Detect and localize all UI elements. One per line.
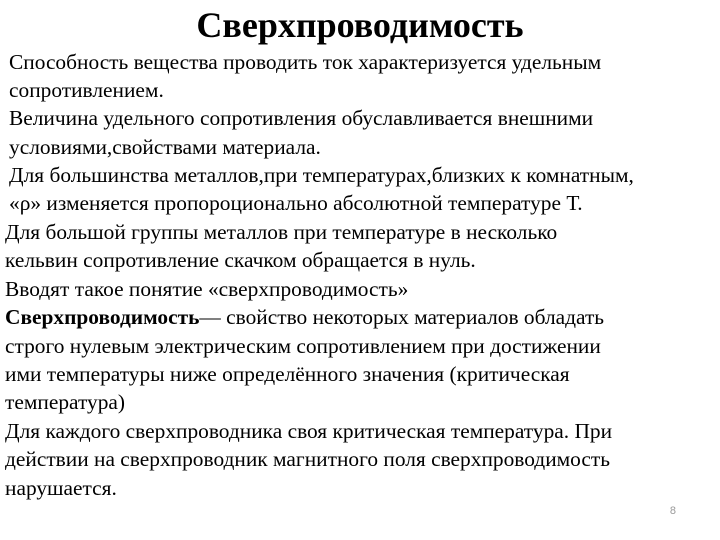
- text-line: Величина удельного сопротивления обуславливается внешними: [9, 106, 594, 131]
- text-line: Вводят такое понятие «сверхпроводимость»: [5, 276, 409, 301]
- text-line: сопротивлением.: [9, 78, 164, 103]
- text-line: строго нулевым электрическим сопротивлением при достижении: [5, 333, 601, 358]
- text-line: температура): [5, 390, 126, 415]
- text-line: Для большой группы металлов при температуре в несколько: [5, 220, 558, 244]
- text-line: кельвин сопротивление скачком обращается в нуль.: [5, 248, 476, 273]
- definition-text: — свойство некоторых материалов обладать: [199, 305, 605, 330]
- definition-term: Сверхпроводимость: [5, 305, 200, 330]
- intro-paragraph: [9, 48, 715, 217]
- definition-line: [5, 303, 715, 331]
- text-line: Способность вещества проводить ток характеризуется удельным: [9, 50, 602, 74]
- slide-title: Сверхпроводимость: [196, 5, 524, 45]
- text-line: «ρ» изменяется пропороционально абсолютной температуре Т.: [9, 191, 583, 216]
- text-line: Для большинства металлов,при температурах,близких к комнатным,: [9, 162, 634, 187]
- text-line: условиями,свойствами материала.: [9, 134, 321, 159]
- main-paragraph: [5, 218, 715, 502]
- text-line: Для каждого сверхпроводника своя критическая температура. При: [5, 418, 613, 443]
- text-line: действии на сверхпроводник магнитного поля сверхпроводимость: [5, 447, 611, 472]
- page-number: 8: [669, 505, 676, 517]
- text-line: ими температуры ниже определённого значения (критическая: [5, 362, 570, 387]
- text-line: нарушается.: [5, 475, 117, 500]
